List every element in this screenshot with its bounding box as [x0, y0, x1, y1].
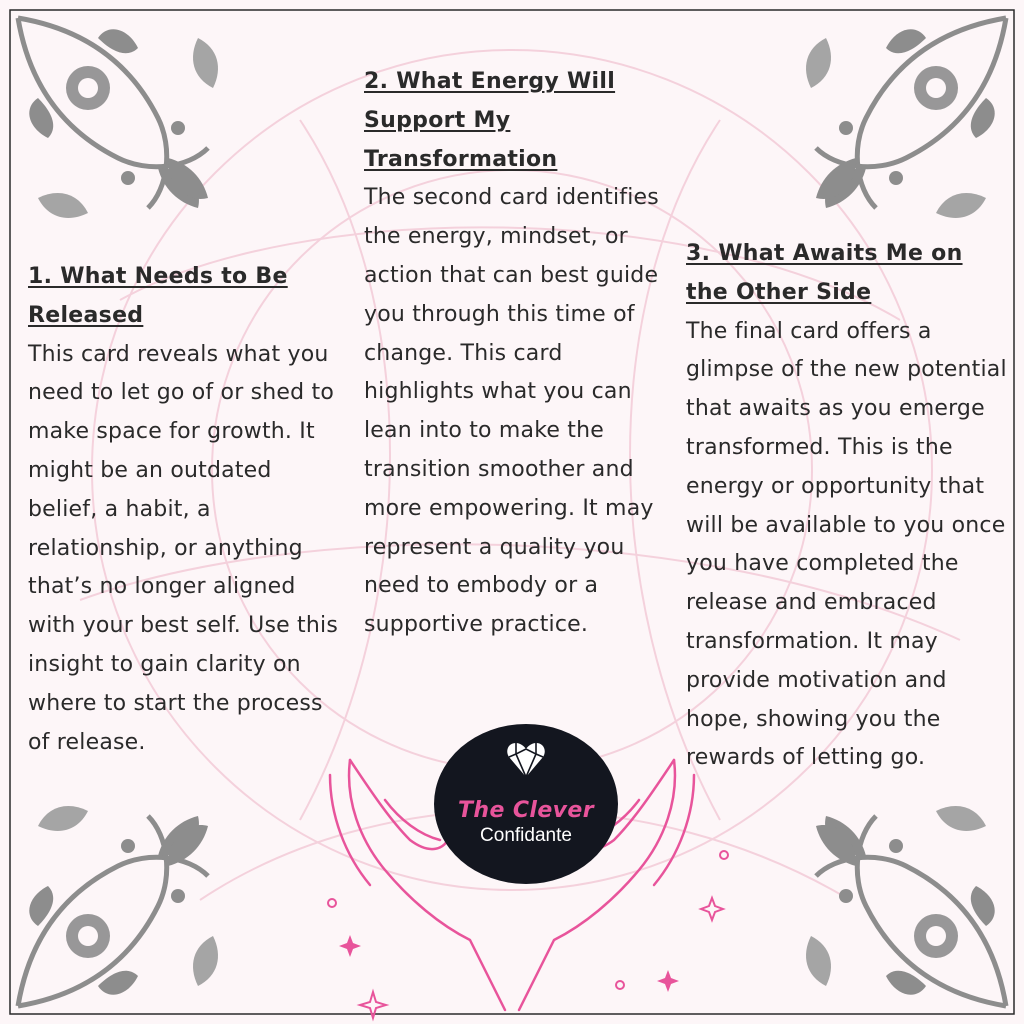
- section-released: [28, 258, 348, 762]
- section-heading: 2. What Energy Will Support My Transformation: [364, 69, 616, 172]
- section-energy: [364, 63, 670, 645]
- section-body: The final card offers a glimpse of the new potential that awaits as you emerge transformed. This is the energy or opportunity that will be available to you once you have completed the release and embraced transformation. It may provide motivation and hope, showing you the rewards of letting go.: [686, 318, 1007, 771]
- brand-line1: The Clever: [458, 798, 594, 823]
- section-body: The second card identifies the energy, mindset, or action that can best guide you through this time of change. This card highlights what you can lean into to make the transition smoother and more empowering. It may represent a quality you need to embody or a supportive practice.: [364, 185, 659, 638]
- heart-gem-icon: [506, 740, 546, 780]
- section-heading: 1. What Needs to Be Released: [28, 264, 288, 328]
- section-heading: 3. What Awaits Me on the Other Side: [686, 241, 963, 305]
- brand-logo: [434, 724, 618, 884]
- section-body: This card reveals what you need to let go of or shed to make space for growth. It might be an outdated belief, a habit, a relationship, or anything that’s no longer aligned with your best self. Use this insight to gain clarity on where to start the process of release.: [28, 341, 338, 755]
- section-awaits: [686, 235, 1008, 778]
- brand-line2: Confidante: [480, 825, 572, 846]
